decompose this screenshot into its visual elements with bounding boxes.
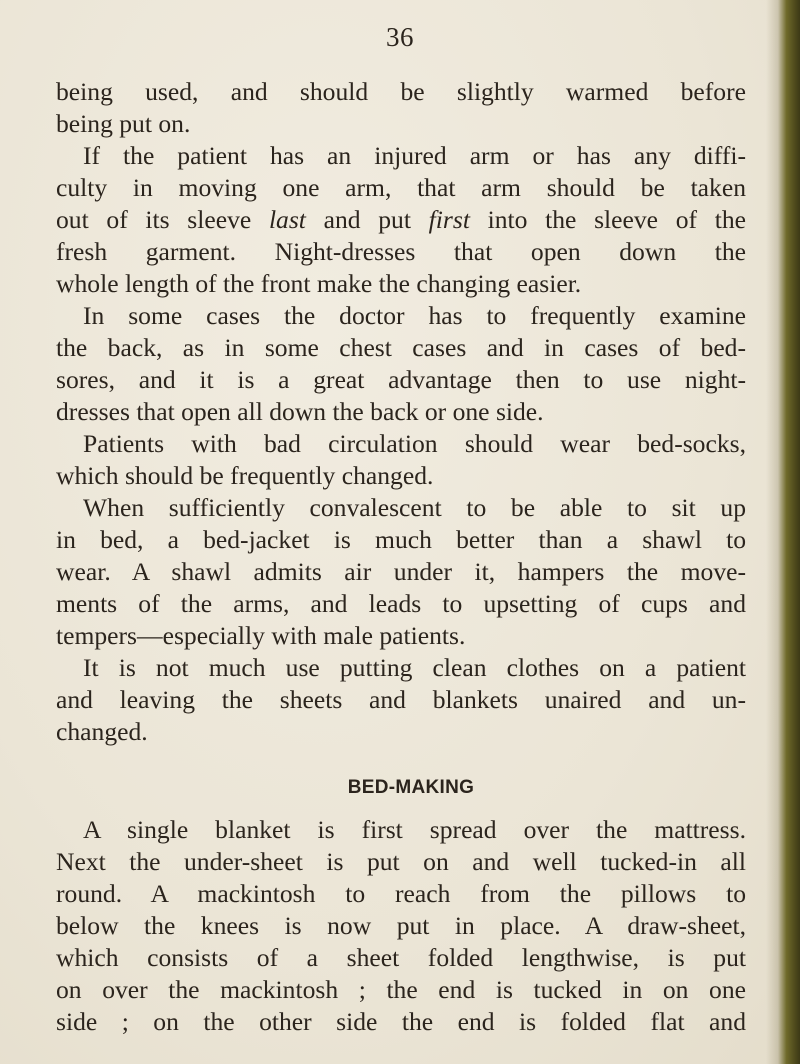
text-line: being put on. xyxy=(56,109,191,138)
text-line: whole length of the front make the changing easier. xyxy=(56,269,582,298)
text-line: in bed, a bed-jacket is much better than a shawl to xyxy=(56,525,746,554)
text-line: Patients with bad circulation should wear bed-socks, xyxy=(83,429,746,458)
text-line: round. A mackintosh to reach from the pillows to xyxy=(56,879,746,908)
text-line: out of its sleeve last and put first into the sleeve of the xyxy=(56,205,747,234)
paragraph xyxy=(56,652,746,748)
text-line: changed. xyxy=(56,717,148,746)
paragraph xyxy=(56,814,746,1038)
page-body-text xyxy=(56,76,746,1038)
text-line: When sufficiently convalescent to be able to sit up xyxy=(83,493,746,522)
paragraph xyxy=(56,76,746,140)
text-line: ments of the arms, and leads to upsetting of cups and xyxy=(56,589,746,618)
text-line: A single blanket is first spread over the mattress. xyxy=(83,815,746,844)
text-line: culty in moving one arm, that arm should be taken xyxy=(56,173,746,202)
paragraph xyxy=(56,492,746,652)
text-line: tempers—especially with male patients. xyxy=(56,621,466,650)
text-line: Next the under-sheet is put on and well tucked-in all xyxy=(56,847,746,876)
text-line: If the patient has an injured arm or has any diffi- xyxy=(83,141,746,170)
text-line: and leaving the sheets and blankets unaired and un- xyxy=(56,685,746,714)
section-heading: BED-MAKING xyxy=(347,777,475,798)
page-number: 36 xyxy=(386,22,414,52)
text-line: It is not much use putting clean clothes on a patient xyxy=(83,653,746,682)
text-line: the back, as in some chest cases and in cases of bed- xyxy=(56,333,746,362)
text-line: being used, and should be slightly warmed before xyxy=(56,77,746,106)
text-line: below the knees is now put in place. A draw-sheet, xyxy=(56,911,746,940)
text-line: which should be frequently changed. xyxy=(56,461,434,490)
page-binding-edge xyxy=(766,0,800,1064)
text-line: side ; on the other side the end is folded flat and xyxy=(56,1007,746,1036)
paragraph xyxy=(56,300,746,428)
text-line: dresses that open all down the back or one side. xyxy=(56,397,544,426)
paragraphs-after-heading xyxy=(56,814,746,1038)
paragraph xyxy=(56,140,746,300)
text-line: on over the mackintosh ; the end is tucked in on one xyxy=(56,975,746,1004)
paragraphs-before-heading xyxy=(56,76,746,748)
paragraph xyxy=(56,428,746,492)
text-line: sores, and it is a great advantage then to use night- xyxy=(56,365,746,394)
text-line: In some cases the doctor has to frequently examine xyxy=(83,301,746,330)
text-line: fresh garment. Night-dresses that open down the xyxy=(56,237,746,266)
text-line: which consists of a sheet folded lengthwise, is put xyxy=(56,943,746,972)
text-line: wear. A shawl admits air under it, hampers the move- xyxy=(56,557,746,586)
